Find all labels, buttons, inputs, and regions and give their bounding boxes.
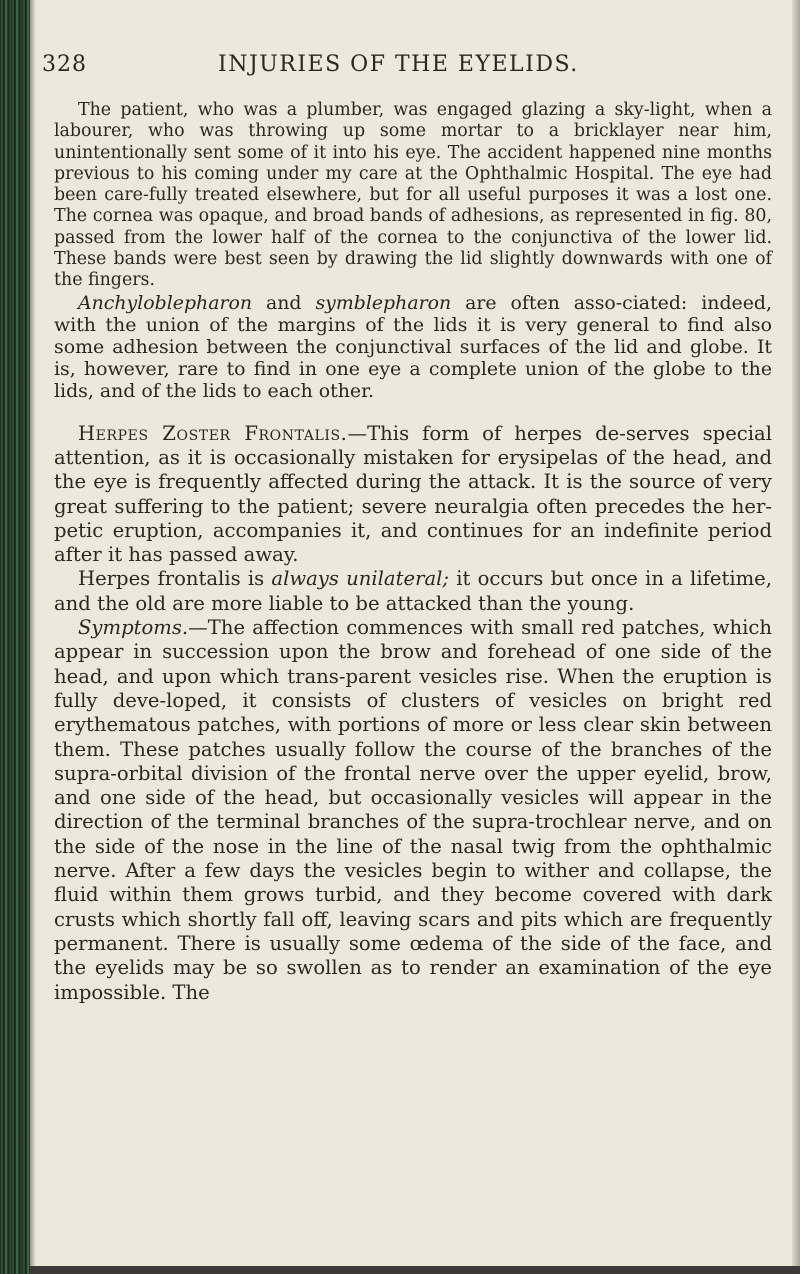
paragraph-text: —This form of herpes de-serves special attention, as it is occasionally mistaken for erysipelas of the head, and the eye is frequently affected during the attack. It is the source of very great suffering to the patient; severe neuralgia often precedes the her-petic eruption, accompanies it, and continues for an indefinite period after it has passed away. [54, 421, 772, 567]
section-heading: Herpes Zoster Frontalis. [78, 421, 348, 445]
page-number: 328 [42, 52, 87, 77]
term-symblepharon: symblepharon [315, 291, 452, 314]
paragraph-herpes-zoster [54, 422, 772, 568]
term-anchyloblepharon: Anchyloblepharon [78, 291, 253, 314]
paragraph-unilateral [54, 567, 772, 616]
page-header [42, 52, 782, 86]
paragraph-text: and [252, 291, 316, 314]
paragraph-patient-case: The patient, who was a plumber, was engaged glazing a sky-light, when a labourer, who was throwing up some mortar to a bricklayer near him, unintentionally sent some of it into his eye. The accident happened nine months previous to his coming under my care at the Ophthalmic Hospital. The eye had been care-fully treated elsewhere, but for all useful purposes it was a lost one. The cornea was opaque, and broad bands of adhesions, as represented in fig. 80, passed from the lower half of the cornea to the conjunctiva of the lower lid. These bands were best seen by drawing the lid slightly downwards with one of the fingers. [54, 100, 772, 291]
page-bottom-edge [30, 1266, 800, 1274]
paragraph-text: are often asso-ciated: indeed, with the union of the margins of the lids it is very general to find also some adhesion between the conjunctival surfaces of the lid and globe. It is, however, rare to find in one eye a complete union of the globe to the lids, and of the lids to each other. [54, 291, 772, 403]
book-page [42, 52, 782, 86]
body-text [54, 100, 772, 1005]
running-head: INJURIES OF THE EYELIDS. [218, 52, 579, 77]
emphasis-unilateral: always unilateral; [271, 567, 449, 591]
book-binding-edge [0, 0, 30, 1274]
paragraph-symptoms [54, 616, 772, 1005]
subheading-symptoms: Symptoms. [78, 616, 189, 640]
page-right-edge [792, 0, 800, 1274]
paragraph-text: it occurs but once in a lifetime, and the old are more liable to be attacked than the young. [54, 567, 772, 615]
paragraph-text: —The affection commences with small red patches, which appear in succession upon the brow and forehead of one side of the head, and upon which trans-parent vesicles rise. When the eruption is fully deve-loped, it consists of clusters of vesicles on bright red erythematous patches, with portions of more or less clear skin between them. These patches usually follow the course of the branches of the supra-orbital division of the frontal nerve over the upper eyelid, brow, and one side of the head, but occasionally vesicles will appear in the direction of the terminal branches of the supra-trochlear nerve, and on the side of the nose in the line of the nasal twig from the ophthalmic nerve. After a few days the vesicles begin to wither and collapse, the fluid within them grows turbid, and they become covered with dark crusts which shortly fall off, leaving scars and pits which are frequently permanent. There is usually some œdema of the side of the face, and the eyelids may be so swollen as to render an examination of the eye impossible. The [54, 616, 772, 1004]
paragraph-anchyloblepharon [54, 292, 772, 403]
paragraph-text: Herpes frontalis is [78, 567, 272, 591]
